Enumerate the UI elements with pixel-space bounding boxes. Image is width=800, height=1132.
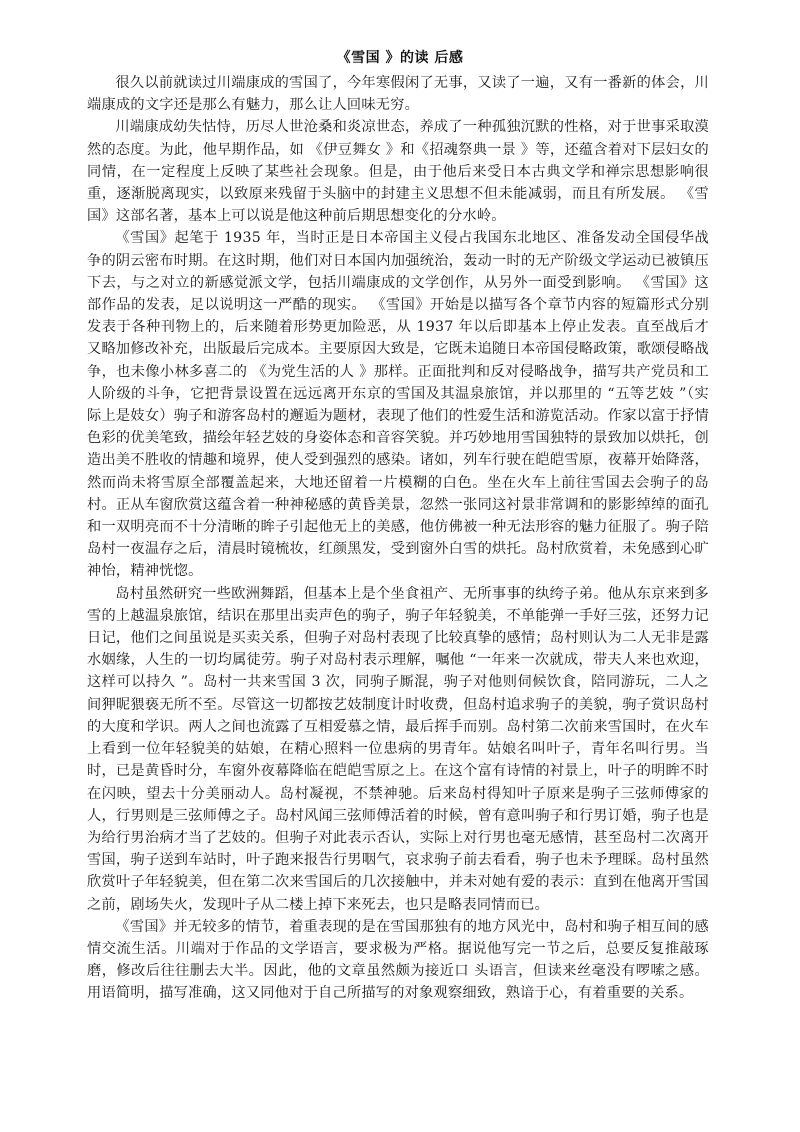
document-body xyxy=(87,72,709,1005)
paragraph: 岛村虽然研究一些欧洲舞蹈，但基本上是个坐食祖产、无所事事的纨绔子弟。他从东京来到多雪的上越温泉旅馆，结识在那里出卖声色的驹子，驹子年轻貌美，不单能弹一手好三弦，还努力记日记，他们之间虽说是买卖关系，但驹子对岛村表现了比较真挚的感情；岛村则认为二人无非是露水姻缘，人生的一切均属徒劳。驹子对岛村表示理解，嘱他 “一年来一次就成，带夫人来也欢迎，这样可以持久 ”。岛村一共来雪国 3 次，同驹子厮混，驹子对他则伺候饮食，陪同游玩，二人之间狎昵猥亵无所不至。尽管这一切都按艺妓制度计时收费，但岛村追求驹子的美貌，驹子赏识岛村的大度和学识。两人之间也流露了互相爱慕之情，最后挥手而别。岛村第二次前来雪国时，在火车上看到一位年轻貌美的姑娘，在精心照料一位患病的男青年。姑娘名叫叶子，青年名叫行男。当时，已是黄昏时分，车窗外夜幕降临在皑皑雪原之上。在这个富有诗情的衬景上，叶子的明眸不时在闪映，望去十分美丽动人。岛村凝视，不禁神驰。后来岛村得知叶子原来是驹子三弦师傅家的人，行男则是三弦师傅之子。岛村风闻三弦师傅活着的时候，曾有意叫驹子和行男订婚，驹子也是为给行男治病才当了艺妓的。但驹子对此表示否认，实际上对行男也毫无感情，甚至岛村二次离开雪国，驹子送到车站时，叶子跑来报告行男咽气，哀求驹子前去看看，驹子也未予理睬。岛村虽然欣赏叶子年轻貌美，但在第二次来雪国后的几次接触中，并未对她有爱的表示：直到在他离开雪国之前，剧场失火，发现叶子从二楼上掉下来死去，也只是略表同情而已。 xyxy=(87,585,709,913)
document-title: 《雪国 》的读 后感 xyxy=(336,50,464,66)
paragraph: 很久以前就读过川端康成的雪国了，今年寒假闲了无事，又读了一遍，又有一番新的体会，川端康成的文字还是那么有魅力，那么让人回味无穷。 xyxy=(87,75,709,114)
paragraph: 川端康成幼失怙恃，历尽人世沧桑和炎凉世态，养成了一种孤独沉默的性格，对于世事采取漠然的态度。为此，他早期作品，如 《伊豆舞女 》和《招魂祭典一景 》等，还蕴含着对下层妇女的同情，在一定程度上反映了某些社会现象。但是，由于他后来受日本古典文学和禅宗思想影响很重，逐渐脱离现实，以致原来残留于头脑中的封建主义思想不但未能减弱，而且有所发展。 《雪国》这部名著，基本上可以说是他这种前后期思想变化的分水岭。 xyxy=(87,119,709,225)
paragraph: 《雪国》起笔于 1935 年，当时正是日本帝国主义侵占我国东北地区、准备发动全国侵华战争的阴云密布时期。在这时期，他们对日本国内加强统治，轰动一时的无产阶级文学运动已被镇压下去，与之对立的新感觉派文学，包括川端康成的文学创作，从另外一面受到影响。 《雪国》这部作品的发表，足以说明这一严酷的现实。 《雪国》开始是以描写各个章节内容的短篇形式分别发表于各种刊物上的，后来随着形势更加险恶，从 1937 年以后即基本上停止发表。直至战后才又略加修改补充，出版最后完成本。主要原因大致是，它既未追随日本帝国侵略政策，歌颂侵略战争，也未像小林多喜二的 《为党生活的人 》那样。正面批判和反对侵略战争，描写共产党员和工人阶级的斗争，它把背景设置在远远离开东京的雪国及其温泉旅馆，并以那里的 “五等艺妓 ”（实际上是妓女）驹子和游客岛村的邂逅为题材，表现了他们的性爱生活和游览活动。作家以富于抒情色彩的优美笔致，描绘年轻艺妓的身姿体态和音容笑貌。并巧妙地用雪国独特的景致加以烘托，创造出美不胜收的情趣和境界，使人受到强烈的感染。诸如，列车行驶在皑皑雪原，夜幕开始降落，然而尚未将雪原全部覆盖起来，大地还留着一片模糊的白色。坐在火车上前往雪国去会驹子的岛村。正从车窗欣赏这蕴含着一种神秘感的黄昏美景，忽然一张同这衬景非常调和的影影绰绰的面孔和一双明亮而不十分清晰的眸子引起他无上的美感，他仿佛被一种无法形容的魅力征服了。驹子陪岛村一夜温存之后，清晨时镜梳妆，红颜黑发，受到窗外白雪的烘托。岛村欣赏着，未免感到心旷神怡，精神恍惚。 xyxy=(87,230,709,580)
paragraph: 《雪国》并无较多的情节，着重表现的是在雪国那独有的地方风光中，岛村和驹子相互间的感情交流生活。川端对于作品的文学语言，要求极为严格。据说他写完一节之后，总要反复推敲琢磨，修改后往往删去大半。因此，他的文章虽然颇为接近口 头语言，但读来丝毫没有啰嗦之感。用语简明，描写准确，这又同他对于自己所描写的对象观察细致，熟谙于心，有着重要的关系。 xyxy=(87,918,709,1002)
